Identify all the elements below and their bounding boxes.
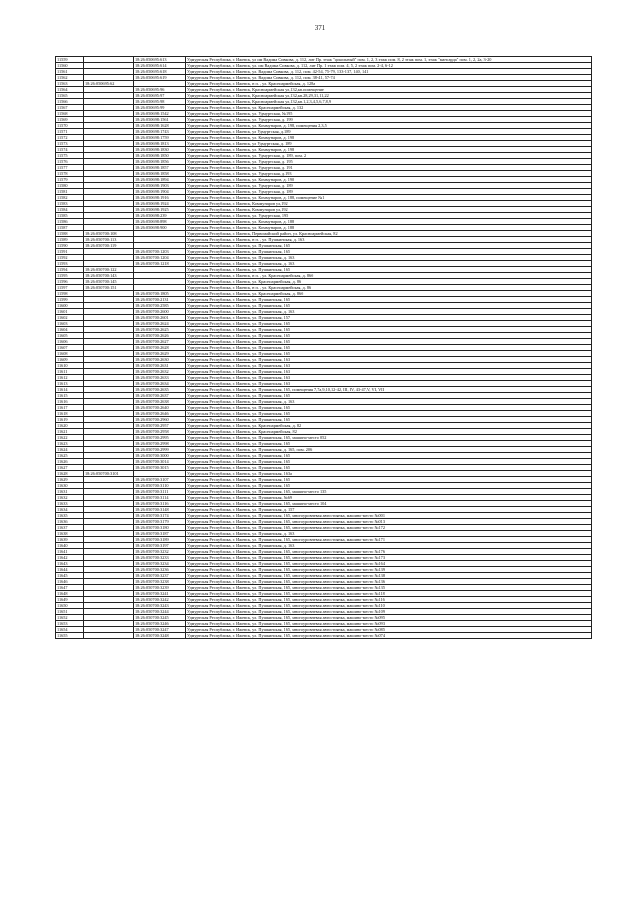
row-number-cell: 11613 (56, 381, 84, 387)
address-cell: Удмуртская Республика, г. Ижевск, ул. Удмуртская, д. 191 (186, 165, 592, 171)
building-cadastral-number-cell: 18:26:050700:2957 (134, 423, 186, 429)
building-cadastral-number-cell: 18:26:050698:1561 (134, 117, 186, 123)
address-cell: Удмуртская Республика, г. Ижевск, ул. Удмуртская, д. 189 (186, 189, 592, 195)
address-cell: Удмуртская Республика, г. Ижевск, ул. Пушкинская, 165 (186, 453, 592, 459)
address-cell: Удмуртская Республика, г. Ижевск, ул. Пушкинская, 165 (186, 417, 592, 423)
address-cell: Удмуртская Республика, г. Ижевск, ул. Пушкинская, д. 163 (186, 399, 592, 405)
address-cell: Удмуртская Республика, г. Ижевск, ул. Пушкинская, 165 (186, 339, 592, 345)
address-cell: Удмуртская Республика, г. Ижевск, ул. Пушкинская, 165 (186, 321, 592, 327)
row-number-cell: 11645 (56, 573, 84, 579)
address-cell: Удмуртская Республика, г. Ижевск, ул. Коммунаров, д. 198 (186, 147, 592, 153)
row-number-cell: 11588 (56, 231, 84, 237)
building-cadastral-number-cell: 18:26:050700:3148 (134, 507, 186, 513)
address-cell: Удмуртская Республика, г. Ижевск, ул. Пушкинская, 165, многоуровневая автостоянка, машино-место №110 (186, 603, 592, 609)
building-cadastral-number-cell: 18:26:050700:3174 (134, 513, 186, 519)
address-cell: Удмуртская Республика, г. Ижевск, ул. Пушкинская, 165, многоуровневая автостоянка, машино-место №171 (186, 537, 592, 543)
address-cell: Удмуртская Республика, г. Ижевск, ул. Пушкинская, д. 163 (186, 261, 592, 267)
row-number-cell: 11610 (56, 363, 84, 369)
address-cell: Удмуртская Республика, г. Ижевск, ул. Удмуртская, д. 195 (186, 159, 592, 165)
address-cell: Удмуртская Республика, г. Ижевск, ул. Пушкинская, 165, многоуровневая автостоянка, машино-место №074 (186, 633, 592, 639)
row-number-cell: 11573 (56, 141, 84, 147)
address-cell: Удмуртская Республика, г. Ижевск, н п. , ул. Пушкинская, д. 163 (186, 237, 592, 243)
row-number-cell: 11560 (56, 63, 84, 69)
building-cadastral-number-cell: 18:26:050700:3179 (134, 519, 186, 525)
address-cell: Удмуртская Республика, г. Ижевск, Красноармейская ул,132,кв.1,2,3,4,5,6,7,8,9 (186, 99, 592, 105)
row-number-cell: 11624 (56, 447, 84, 453)
row-number-cell: 11644 (56, 567, 84, 573)
building-cadastral-number-cell: 18:26:050695:614 (134, 63, 186, 69)
row-number-cell: 11631 (56, 489, 84, 495)
address-cell: Удмуртская Республика, г. Ижевск, Красноармейская ул,132,кв.28,29,31,11,22 (186, 93, 592, 99)
address-cell: Удмуртская Республика, г. Ижевск, н п. , ул. Красноармейская, д. 86б (186, 273, 592, 279)
building-cadastral-number-cell: 18:26:050698:1850 (134, 153, 186, 159)
building-cadastral-number-cell: 18:26:050700:3243 (134, 603, 186, 609)
building-cadastral-number-cell: 18:26:050700:2632 (134, 369, 186, 375)
row-number-cell: 11577 (56, 165, 84, 171)
row-number-cell: 11619 (56, 417, 84, 423)
address-cell: Удмуртская Республика, г. Ижевск, ул. Пушкинская, 165 (186, 405, 592, 411)
address-cell: Удмуртская Республика, г. Ижевск, ул. Красноармейская, д. 86б (186, 291, 592, 297)
address-cell: Удмуртская Республика, г. Ижевск, ул. Пушкинская, 165 (186, 345, 592, 351)
row-number-cell: 11574 (56, 147, 84, 153)
building-cadastral-number-cell: 18:26:050700:3014 (134, 459, 186, 465)
row-number-cell: 11600 (56, 303, 84, 309)
address-cell: Удмуртская Республика, г. Ижевск, ул. Пушкинская, д. 163 (186, 531, 592, 537)
building-cadastral-number-cell: 18:26:050695:613 (134, 57, 186, 63)
row-number-cell: 11576 (56, 159, 84, 165)
address-cell: Удмуртская Республика, г. Ижевск, ул. Пушкинская, 165, многоуровневая автостоянка, машино-место №118 (186, 591, 592, 597)
address-cell: Удмуртская Республика, г. Ижевск, ул. Пушкинская, 165, многоуровневая автостоянка, машино-место №095 (186, 615, 592, 621)
land-cadastral-number-cell: 18:26:050700:113 (84, 237, 134, 243)
address-cell: Удмуртская Республика, г. Ижевск, ул. Удмуртская, 195 (186, 213, 592, 219)
address-cell: Удмуртская Республика, г. Ижевск, ул. Пушкинская, 165, многоуровневая автостоянка, машино-место №136 (186, 579, 592, 585)
building-cadastral-number-cell: 18:26:050700:3107 (134, 477, 186, 483)
building-cadastral-number-cell: 18:26:050700:2585 (134, 303, 186, 309)
row-number-cell: 11579 (56, 177, 84, 183)
building-cadastral-number-cell: 18:26:050698:1894 (134, 177, 186, 183)
address-cell: Удмуртская Республика, г. Ижевск, ул. Пушкинская, 165, многоуровневая автостоянка, машино-место №013 (186, 519, 592, 525)
address-cell: Удмуртская Республика, г. Ижевск, ул. Пушкинская, 165 (186, 465, 592, 471)
building-cadastral-number-cell: 18:26:050700:3187 (134, 531, 186, 537)
row-number-cell: 11602 (56, 315, 84, 321)
address-cell: Удмуртская Республика, г. Ижевск, ул. Удмуртская, д. 189, пом. 2 (186, 153, 592, 159)
address-cell: Удмуртская Республика, г. Ижевск, Коммунаров ул,192 (186, 201, 592, 207)
address-cell: Удмуртская Республика, г. Ижевск, ул. Пушкинская, 165 (186, 483, 592, 489)
building-cadastral-number-cell: 18:26:050700:2995 (134, 435, 186, 441)
building-cadastral-number-cell: 18:26:050698:1813 (134, 141, 186, 147)
row-number-cell: 11642 (56, 555, 84, 561)
row-number-cell: 11636 (56, 519, 84, 525)
building-cadastral-number-cell: 18:26:050700:3110 (134, 483, 186, 489)
row-number-cell: 11632 (56, 495, 84, 501)
row-number-cell: 11638 (56, 531, 84, 537)
building-cadastral-number-cell: 18:26:050698:1830 (134, 147, 186, 153)
row-number-cell: 11561 (56, 69, 84, 75)
building-cadastral-number-cell: 18:26:050700:2600 (134, 309, 186, 315)
building-cadastral-number-cell: 18:26:050700:2628 (134, 345, 186, 351)
address-cell: Удмуртская Республика, г. Ижевск, Коммунаров ул,192 (186, 207, 592, 213)
address-cell: Удмуртская Республика, г. Ижевск, ул. Пушкинская, 165 (186, 297, 592, 303)
row-number-cell: 11566 (56, 99, 84, 105)
row-number-cell: 11584 (56, 207, 84, 213)
row-number-cell: 11646 (56, 579, 84, 585)
building-cadastral-number-cell: 18:26:050700:3246 (134, 621, 186, 627)
building-cadastral-number-cell: 18:26:050700:3111 (134, 489, 186, 495)
row-number-cell: 11652 (56, 615, 84, 621)
row-number-cell: 11650 (56, 603, 84, 609)
row-number-cell: 11593 (56, 261, 84, 267)
address-cell: Удмуртская Республика, г. Ижевск, ул. Удмуртская, д. 189 (186, 183, 592, 189)
building-cadastral-number-cell: 18:26:050698:239 (134, 213, 186, 219)
address-cell: Удмуртская Республика, г. Ижевск, ул. Пушкинская, 163 (186, 363, 592, 369)
building-cadastral-number-cell: 18:26:050700:2638 (134, 399, 186, 405)
address-cell: Удмуртская Республика, г. Ижевск, ул. Пушкинская, 165 (186, 267, 592, 273)
row-number-cell: 11607 (56, 345, 84, 351)
building-cadastral-number-cell: 18:26:050700:2630 (134, 357, 186, 363)
building-cadastral-number-cell: 18:26:050700:3237 (134, 573, 186, 579)
address-cell: Удмуртская Республика, г. Ижевск, ул. Пушкинская, 165, помещения 7,7а,9,10,12-42, III, IV, 43-47,V, VI, VII (186, 387, 592, 393)
row-number-cell: 11618 (56, 411, 84, 417)
address-cell: Удмуртская Республика, г. Ижевск, ул. Пушкинская, 165, многоуровневая автостоянка, машино-место №139 (186, 567, 592, 573)
row-number-cell: 11648 (56, 591, 84, 597)
land-cadastral-number-cell: 18:26:050700:108 (84, 231, 134, 237)
address-cell: Удмуртская Республика, г. Ижевск, ул. Пушкинская, 165, многоуровневая автостоянка, машино-место №085 (186, 627, 592, 633)
address-cell: Удмуртская Республика, г. Ижевск, ул Удмуртская, д. 189 (186, 141, 592, 147)
address-cell: Удмуртская Республика, г. Ижевск, ул. Пушкинская, 165, многоуровневая автостоянка, машино-место №173 (186, 555, 592, 561)
building-cadastral-number-cell: 18:26:050700:2646 (134, 411, 186, 417)
building-cadastral-number-cell: 18:26:050698:1925 (134, 207, 186, 213)
building-cadastral-number-cell: 18:26:050700:3000 (134, 453, 186, 459)
address-cell: Удмуртская Республика, г. Ижевск, ул. Пушкинская, 165, многоуровневая автостоянка, машино-место №135 (186, 585, 592, 591)
address-cell: Удмуртская Республика, г. Ижевск, ул. Пушкинская, 165 (186, 411, 592, 417)
row-number-cell: 11606 (56, 339, 84, 345)
row-number-cell: 11653 (56, 621, 84, 627)
address-cell: Удмуртская Республика, г. Ижевск, Первомайский район, ул. Красноармейская, 82 (186, 231, 592, 237)
building-cadastral-number-cell: 18:26:050700:1805 (134, 291, 186, 297)
address-cell: Удмуртская Республика, г. Ижевск, ул. Коммунаров, д. 198, помещения 2,3,5 (186, 123, 592, 129)
building-cadastral-number-cell: 18:26:050700:1218 (134, 261, 186, 267)
row-number-cell: 11616 (56, 399, 84, 405)
row-number-cell: 11581 (56, 189, 84, 195)
building-cadastral-number-cell: 18:26:050700:2627 (134, 339, 186, 345)
building-cadastral-number-cell: 18:26:050700:2637 (134, 393, 186, 399)
building-cadastral-number-cell: 18:26:050700:2635 (134, 387, 186, 393)
address-cell: Удмуртская Республика, г. Ижевск, ул. Пушкинская, д. 165, пом. 206 (186, 447, 592, 453)
row-number-cell: 11611 (56, 369, 84, 375)
row-number-cell: 11598 (56, 291, 84, 297)
row-number-cell: 11651 (56, 609, 84, 615)
row-number-cell: 11580 (56, 183, 84, 189)
building-cadastral-number-cell: 18:26:050700:3189 (134, 537, 186, 543)
building-cadastral-number-cell: 18:26:050700:2958 (134, 429, 186, 435)
row-number-cell: 11617 (56, 405, 84, 411)
building-cadastral-number-cell: 18:26:050695:99 (134, 105, 186, 111)
building-cadastral-number-cell: 18:26:050700:3180 (134, 525, 186, 531)
land-cadastral-number-cell: 18:26:050700:119 (84, 243, 134, 249)
row-number-cell: 11609 (56, 357, 84, 363)
row-number-cell: 11589 (56, 237, 84, 243)
building-cadastral-number-cell: 18:26:050700:2960 (134, 417, 186, 423)
address-cell: Удмуртская Республика, г. Ижевск, н п. , ул. Красноармейская, д. 86 (186, 285, 592, 291)
row-number-cell: 11568 (56, 111, 84, 117)
building-cadastral-number-cell: 18:26:050700:2131 (134, 297, 186, 303)
row-number-cell: 11604 (56, 327, 84, 333)
address-cell: Удмуртская Республика, г. Ижевск, ул. Коммунаров, д. 188 (186, 225, 592, 231)
address-cell: Удмуртская Республика, г. Ижевск, ул. им Вадима Сивкова, д. 112, лит Пр. 1 этаж пом. 4, 5, 2 этаж пом. 2-4, 6-12 (186, 63, 592, 69)
address-cell: Удмуртская Республика, г. Ижевск, ул. Пушкинская, 163 (186, 369, 592, 375)
row-number-cell: 11595 (56, 273, 84, 279)
building-cadastral-number-cell: 18:26:050698:1904 (134, 189, 186, 195)
address-cell: Удмуртская Республика, г. Ижевск, ул. Коммунаров, д. 190 (186, 177, 592, 183)
address-cell: Удмуртская Республика, г. Ижевск, ул. Удмуртская, д. 199 (186, 117, 592, 123)
address-cell: Удмуртская Республика, г. Ижевск, ул. Пушкинская, 165, машино-место 052 (186, 435, 592, 441)
building-cadastral-number-cell: 18:26:050698:1858 (134, 171, 186, 177)
land-cadastral-number-cell: 18:26:050700:3101 (84, 471, 134, 477)
row-number-cell: 11597 (56, 285, 84, 291)
address-cell: Удмуртская Республика, г. Ижевск, ул. Пушкинская, 165, многоуровневая автостоянка, машино-место №001 (186, 513, 592, 519)
row-number-cell: 11562 (56, 75, 84, 81)
row-number-cell: 11601 (56, 309, 84, 315)
building-cadastral-number-cell: 18:26:050700:3247 (134, 627, 186, 633)
row-number-cell: 11615 (56, 393, 84, 399)
building-cadastral-number-cell: 18:26:050700:3245 (134, 615, 186, 621)
address-cell: Удмуртская Республика, г. Ижевск, ул. Пушкинская, 165 (186, 351, 592, 357)
building-cadastral-number-cell: 18:26:050698:1916 (134, 195, 186, 201)
row-number-cell: 11654 (56, 627, 84, 633)
building-cadastral-number-cell: 18:26:050700:3116 (134, 501, 186, 507)
building-cadastral-number-cell: 18:26:050700:2998 (134, 441, 186, 447)
address-cell: Удмуртская Республика, г. Ижевск, ул. Пушкинская, 165, многоуровневая автостоянка, машино-место №093 (186, 621, 592, 627)
row-number-cell: 11596 (56, 279, 84, 285)
building-cadastral-number-cell: 18:26:050700:3015 (134, 465, 186, 471)
address-cell: Удмуртская Республика, г. Ижевск, ул им Вадима Сивкова, д. 112, лит Пр. этаж "цокольный" пом. 1, 2, 3 этаж пом. 8, 2 этаж пом. 1, этаж "мансарда" пом. 1, 2, 2а, 3-20 (186, 57, 592, 63)
building-cadastral-number-cell: 18:26:050700:2634 (134, 381, 186, 387)
row-number-cell: 11587 (56, 225, 84, 231)
row-number-cell: 11629 (56, 477, 84, 483)
building-cadastral-number-cell: 18:26:050700:2629 (134, 351, 186, 357)
building-cadastral-number-cell: 18:26:050695:98 (134, 99, 186, 105)
address-cell: Удмуртская Республика, г. Ижевск, ул Удмуртская, д.189 (186, 129, 592, 135)
building-cadastral-number-cell: 18:26:050700:3244 (134, 609, 186, 615)
address-cell: Удмуртская Республика, г. Ижевск, ул. Пушкинская, 165 (186, 441, 592, 447)
row-number-cell: 11626 (56, 459, 84, 465)
building-cadastral-number-cell: 18:26:050695:618 (134, 69, 186, 75)
address-cell: Удмуртская Республика, г. Ижевск, ул. Пушкинская, 165 (186, 459, 592, 465)
address-cell: Удмуртская Республика, г. Ижевск, ул. Пушкинская, 157 (186, 315, 592, 321)
address-cell: Удмуртская Республика, г. Ижевск, ул. Пушкинская, 163 (186, 381, 592, 387)
building-cadastral-number-cell: 18:26:050698:1903 (134, 183, 186, 189)
address-cell: Удмуртская Республика, г. Ижевск, ул. Пушкинская, 165 (186, 303, 592, 309)
building-cadastral-number-cell: 18:26:050698:1628 (134, 123, 186, 129)
row-number-cell: 11641 (56, 549, 84, 555)
page-number: 371 (314, 24, 326, 32)
row-number-cell: 11612 (56, 375, 84, 381)
address-cell: Удмуртская Республика, г. Ижевск, ул. Пушкинская, 165, машино-место 135 (186, 489, 592, 495)
building-cadastral-number-cell: 18:26:050700:2626 (134, 333, 186, 339)
row-number-cell: 11655 (56, 633, 84, 639)
row-number-cell: 11592 (56, 255, 84, 261)
cadastral-table (55, 56, 592, 639)
row-number-cell: 11621 (56, 429, 84, 435)
row-number-cell: 11582 (56, 195, 84, 201)
row-number-cell: 11594 (56, 267, 84, 273)
row-number-cell: 11628 (56, 471, 84, 477)
building-cadastral-number-cell: 18:26:050700:3114 (134, 495, 186, 501)
address-cell: Удмуртская Республика, г. Ижевск, ул. Пушкинская, д. 163 (186, 255, 592, 261)
address-cell: Удмуртская Республика, г. Ижевск, ул. Пушкинская, 165 (186, 243, 592, 249)
building-cadastral-number-cell: 18:26:050700:3241 (134, 591, 186, 597)
row-number-cell: 11586 (56, 219, 84, 225)
address-cell: Удмуртская Республика, г. Ижевск, ул. Красноармейская, д. 132 (186, 105, 592, 111)
row-number-cell: 11620 (56, 423, 84, 429)
row-number-cell: 11583 (56, 201, 84, 207)
land-cadastral-number-cell: 18:26:050700:145 (84, 279, 134, 285)
building-cadastral-number-cell: 18:26:050695:96 (134, 87, 186, 93)
address-cell: Удмуртская Республика, г. Ижевск, ул. Красноармейская, 82 (186, 429, 592, 435)
address-cell: Удмуртская Республика, г. Ижевск, ул. Вадима Сивкова, д. 112, пом. 42-54, 75-79, 133-137, 140, 141 (186, 69, 592, 75)
land-cadastral-number-cell: 18:26:050695:62 (84, 81, 134, 87)
row-number-cell: 11622 (56, 435, 84, 441)
building-cadastral-number-cell: 18:26:050695:97 (134, 93, 186, 99)
row-number-cell: 11569 (56, 117, 84, 123)
address-cell: Удмуртская Республика, г. Ижевск, ул. Удмуртская, д.193 (186, 171, 592, 177)
building-cadastral-number-cell: 18:26:050698:900 (134, 225, 186, 231)
building-cadastral-number-cell: 18:26:050700:2633 (134, 375, 186, 381)
land-cadastral-number-cell: 18:26:050700:143 (84, 273, 134, 279)
address-cell: Удмуртская Республика, г. Ижевск, ул. Вадима Сивкова, д. 112, пом. 38-41, 57-74 (186, 75, 592, 81)
building-cadastral-number-cell: 18:26:050700:2640 (134, 405, 186, 411)
building-cadastral-number-cell: 18:26:050698:1542 (134, 111, 186, 117)
row-number-cell: 11591 (56, 249, 84, 255)
address-cell: Удмуртская Республика, г. Ижевск, ул. Пушкинская, 165, многоуровневая автостоянка, машино-место №116 (186, 597, 592, 603)
address-cell: Удмуртская Республика, г. Ижевск, н п. , ул. Красноармейская, д. 128а (186, 81, 592, 87)
building-cadastral-number-cell: 18:26:050700:3238 (134, 579, 186, 585)
row-number-cell: 11571 (56, 129, 84, 135)
row-number-cell: 11614 (56, 387, 84, 393)
building-cadastral-number-cell: 18:26:050700:3242 (134, 597, 186, 603)
row-number-cell: 11627 (56, 465, 84, 471)
address-cell: Удмуртская Республика, г. Ижевск, ул. Пушкинская, 165 (186, 249, 592, 255)
address-cell: Удмуртская Республика, г. Ижевск, ул. Пушкинская, №69 (186, 495, 592, 501)
address-cell: Удмуртская Республика, г. Ижевск, ул. Пушкинская, 165, многоуровневая автостоянка, машино-место №172 (186, 525, 592, 531)
address-cell: Удмуртская Республика, г. Ижевск, ул. Пушкинская, 165, машино-место 104 (186, 501, 592, 507)
row-number-cell: 11623 (56, 441, 84, 447)
row-number-cell: 11578 (56, 171, 84, 177)
address-cell: Удмуртская Республика, г. Ижевск, Красноармейская ул,132,кв.помещение (186, 87, 592, 93)
row-number-cell: 11634 (56, 507, 84, 513)
row-number-cell: 11639 (56, 537, 84, 543)
address-cell: Удмуртская Республика, г. Ижевск, ул. Пушкинская, 163 (186, 375, 592, 381)
address-cell: Удмуртская Республика, г. Ижевск, ул. Пушкинская, 163 (186, 357, 592, 363)
building-cadastral-number-cell: 18:26:050700:3236 (134, 567, 186, 573)
row-number-cell: 11565 (56, 93, 84, 99)
row-number-cell: 11563 (56, 81, 84, 87)
row-number-cell: 11572 (56, 135, 84, 141)
row-number-cell: 11603 (56, 321, 84, 327)
address-cell: Удмуртская Республика, г. Ижевск, ул. Красноармейская, д. 82 (186, 423, 592, 429)
row-number-cell: 11649 (56, 597, 84, 603)
building-cadastral-number-cell: 18:26:050698:1856 (134, 159, 186, 165)
address-cell: Удмуртская Республика, г. Ижевск, ул. Пушкинская, 165 (186, 333, 592, 339)
building-cadastral-number-cell: 18:26:050700:2999 (134, 447, 186, 453)
address-cell: Удмуртская Республика, г. Ижевск, ул. Пушкинская, 165, многоуровневая автостоянка, машино-место №109 (186, 609, 592, 615)
land-cadastral-number-cell: 18:26:050700:122 (84, 267, 134, 273)
row-number-cell: 11635 (56, 513, 84, 519)
row-number-cell: 11633 (56, 501, 84, 507)
building-cadastral-number-cell: 18:26:050700:2625 (134, 327, 186, 333)
address-cell: Удмуртская Республика, г. Ижевск, ул. Пушкинская, 165, многоуровневая автостоянка, машино-место №138 (186, 573, 592, 579)
land-cadastral-number-cell: 18:26:050700:151 (84, 285, 134, 291)
row-number-cell: 11585 (56, 213, 84, 219)
address-cell: Удмуртская Республика, г. Ижевск, ул. Пушкинская, д. 163 (186, 309, 592, 315)
row-number-cell: 11564 (56, 87, 84, 93)
row-number-cell: 11567 (56, 105, 84, 111)
address-cell: Удмуртская Республика, г. Ижевск, ул. Пушкинская, 165 (186, 393, 592, 399)
building-cadastral-number-cell: 18:26:050700:3248 (134, 633, 186, 639)
building-cadastral-number-cell: 18:26:050700:3197 (134, 543, 186, 549)
address-cell: Удмуртская Республика, г. Ижевск, ул. Пушкинская, 165, многоуровневая автостоянка, машино-место №164 (186, 561, 592, 567)
row-number-cell: 11559 (56, 57, 84, 63)
row-number-cell: 11605 (56, 333, 84, 339)
building-cadastral-number-cell: 18:26:050698:1857 (134, 165, 186, 171)
row-number-cell: 11570 (56, 123, 84, 129)
row-number-cell: 11640 (56, 543, 84, 549)
table-body (56, 57, 592, 639)
row-number-cell: 11599 (56, 297, 84, 303)
row-number-cell: 11608 (56, 351, 84, 357)
building-cadastral-number-cell: 18:26:050700:3239 (134, 585, 186, 591)
building-cadastral-number-cell: 18:26:050700:2601 (134, 315, 186, 321)
row-number-cell: 11647 (56, 585, 84, 591)
row-number-cell: 11590 (56, 243, 84, 249)
row-number-cell: 11643 (56, 561, 84, 567)
address-cell: Удмуртская Республика, г. Ижевск, ул. Коммунаров, д. 188, помещение №1 (186, 195, 592, 201)
address-cell: Удмуртская Республика, г. Ижевск, ул. Пушкинская, 163а (186, 471, 592, 477)
land-cadastral-number-cell (84, 633, 134, 639)
address-cell: Удмуртская Республика, г. Ижевск, ул. Пушкинская, д. 157 (186, 507, 592, 513)
building-cadastral-number-cell: 18:26:050700:3232 (134, 549, 186, 555)
building-cadastral-number-cell: 18:26:050695:619 (134, 75, 186, 81)
building-cadastral-number-cell: 18:26:050700:1203 (134, 249, 186, 255)
address-cell: Удмуртская Республика, г. Ижевск, ул. Пушкинская, д. 163 (186, 543, 592, 549)
address-cell: Удмуртская Республика, г. Ижевск, ул. Пушкинская, 165 (186, 327, 592, 333)
building-cadastral-number-cell: 18:26:050700:2631 (134, 363, 186, 369)
building-cadastral-number-cell: 18:26:050700:3234 (134, 561, 186, 567)
address-cell: Удмуртская Республика, г. Ижевск, ул. Красноармейская, д. 86 (186, 279, 592, 285)
building-cadastral-number-cell: 18:26:050700:1204 (134, 255, 186, 261)
building-cadastral-number-cell: 18:26:050700:2624 (134, 321, 186, 327)
building-cadastral-number-cell: 18:26:050698:1924 (134, 201, 186, 207)
row-number-cell: 11625 (56, 453, 84, 459)
row-number-cell: 11630 (56, 483, 84, 489)
address-cell: Удмуртская Республика, г. Ижевск, ул. Пушкинская, 165, многоуровневая автостоянка, машино-место №176 (186, 549, 592, 555)
row-number-cell: 11637 (56, 525, 84, 531)
table-row (56, 633, 592, 639)
building-cadastral-number-cell: 18:26:050698:1759 (134, 135, 186, 141)
building-cadastral-number-cell: 18:26:050698:1743 (134, 129, 186, 135)
building-cadastral-number-cell: 18:26:050700:3233 (134, 555, 186, 561)
building-cadastral-number-cell: 18:26:050698:898 (134, 219, 186, 225)
address-cell: Удмуртская Республика, г. Ижевск, ул. Пушкинская, 165 (186, 477, 592, 483)
address-cell: Удмуртская Республика, г. Ижевск, ул. Удмуртская, №195 (186, 111, 592, 117)
row-number-cell: 11575 (56, 153, 84, 159)
address-cell: Удмуртская Республика, г. Ижевск, ул. Коммунаров, д. 198 (186, 135, 592, 141)
address-cell: Удмуртская Республика, г. Ижевск, ул. Коммунаров, д. 188 (186, 219, 592, 225)
